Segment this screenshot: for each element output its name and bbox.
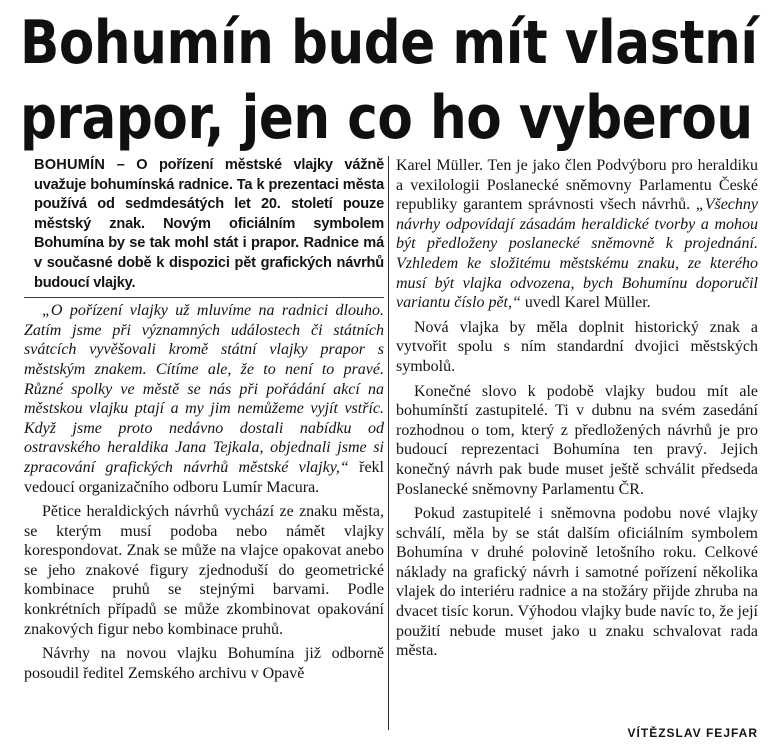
headline-line-1: Bohumín bude mít vlastní	[20, 8, 758, 78]
lead-divider	[24, 297, 384, 298]
attribution-text: uvedl Karel Müller.	[520, 294, 651, 312]
body-paragraph	[396, 156, 758, 313]
body-paragraph	[24, 301, 384, 497]
headline-line-2: prapor, jen co ho vyberou	[20, 83, 753, 153]
lead-text: – O pořízení městské vlajky vážně uvažuje bohumínská radnice. Ta k prezentaci města používá od sedmdesátých let 20. století pouze městský znak. Novým oficiálním symbolem Bohumína by se tak mohl stát i prapor. Radnice má v současné době k dispozici pět grafických návrhů budoucí vlajky.	[34, 157, 384, 291]
author-byline: VÍTĚZSLAV FEJFAR	[627, 726, 758, 740]
body-paragraph: Konečné slovo k podobě vlajky budou mít ale bohumínští zastupitelé. Ti v dubnu na svém zasedání rozhodnou o tom, který z předložených návrhů je pro budoucí reprezentaci Bohumína ten pravý. Jejich konečný návrh pak bude muset ještě schválit předseda Poslanecké sněmovny Parlamentu ČR.	[396, 382, 758, 498]
left-column	[24, 156, 384, 683]
headline	[20, 6, 758, 156]
body-paragraph: Pokud zastupitelé i sněmovna podobu nové vlajky schválí, měla by se stát dalším oficiálním symbolem Bohumína v druhé polovině letošního roku. Celkové náklady na grafický návrh i samotné pořízení několika vlajek do interiéru radnice a na stožáry přijde zhruba na dvacet tisíc korun. Výhodou vlajky bude navíc to, že její použití nebude muset jako u znaku schvalovat rada města.	[396, 505, 758, 660]
column-divider	[388, 156, 389, 730]
continued-text: Karel Müller. Ten je jako člen Podvýboru pro heraldiku a vexilologii Poslanecké sněmovny Parlamentu České republiky garantem správnosti všech návrhů.	[396, 157, 758, 214]
lead-paragraph	[34, 156, 384, 293]
body-paragraph: Nová vlajka by měla doplnit historický znak a vytvořit spolu s ním standardní dvojici městských symbolů.	[396, 318, 758, 375]
attribution-text: řekl vedoucí organizačního odboru Lumír Macura.	[24, 458, 384, 496]
body-paragraph: Pětice heraldických návrhů vychází ze znaku města, se kterým musí podoba nebo námět vlajky korespondovat. Znak se může na vlajce opakovat anebo se jeho znakové figury zjednoduší do geometrické kombinace pruhů se stejnými barvami. Podle konkrétních případů se může zkombinovat opakování znakových figur nebo kombinace pruhů.	[24, 503, 384, 638]
right-column	[396, 156, 758, 661]
body-paragraph: Návrhy na novou vlajku Bohumína již odborně posoudil ředitel Zemského archivu v Opavě	[24, 645, 384, 682]
quote-text: „O pořízení vlajky už mluvíme na radnici dlouho. Zatím jsme při významných událostech či státních svátcích vyvěšovali kromě státní vlajky prapor s městským znakem. Cítíme ale, že to není to pravé. Různé spolky ve městě se nás při pořádání akcí na městskou vlajku ptají a my jim nemůžeme vyjít vstříc. Když jsme proto nedávno dostali nabídku od ostravského heraldika Jana Tejkala, objednali jsme si zpracování grafických návrhů městské vlajky,“	[24, 302, 384, 476]
dateline: BOHUMÍN	[34, 157, 106, 173]
quote-text: „Všechny návrhy odpovídají zásadám heraldické tvorby a mohou být předloženy poslanecké sněmovně k projednání. Vzhledem ke složitému městskému znaku, ze kterého musí být vlajka odvozena, bych Bohumínu doporučil variantu číslo pět,“	[396, 196, 758, 312]
